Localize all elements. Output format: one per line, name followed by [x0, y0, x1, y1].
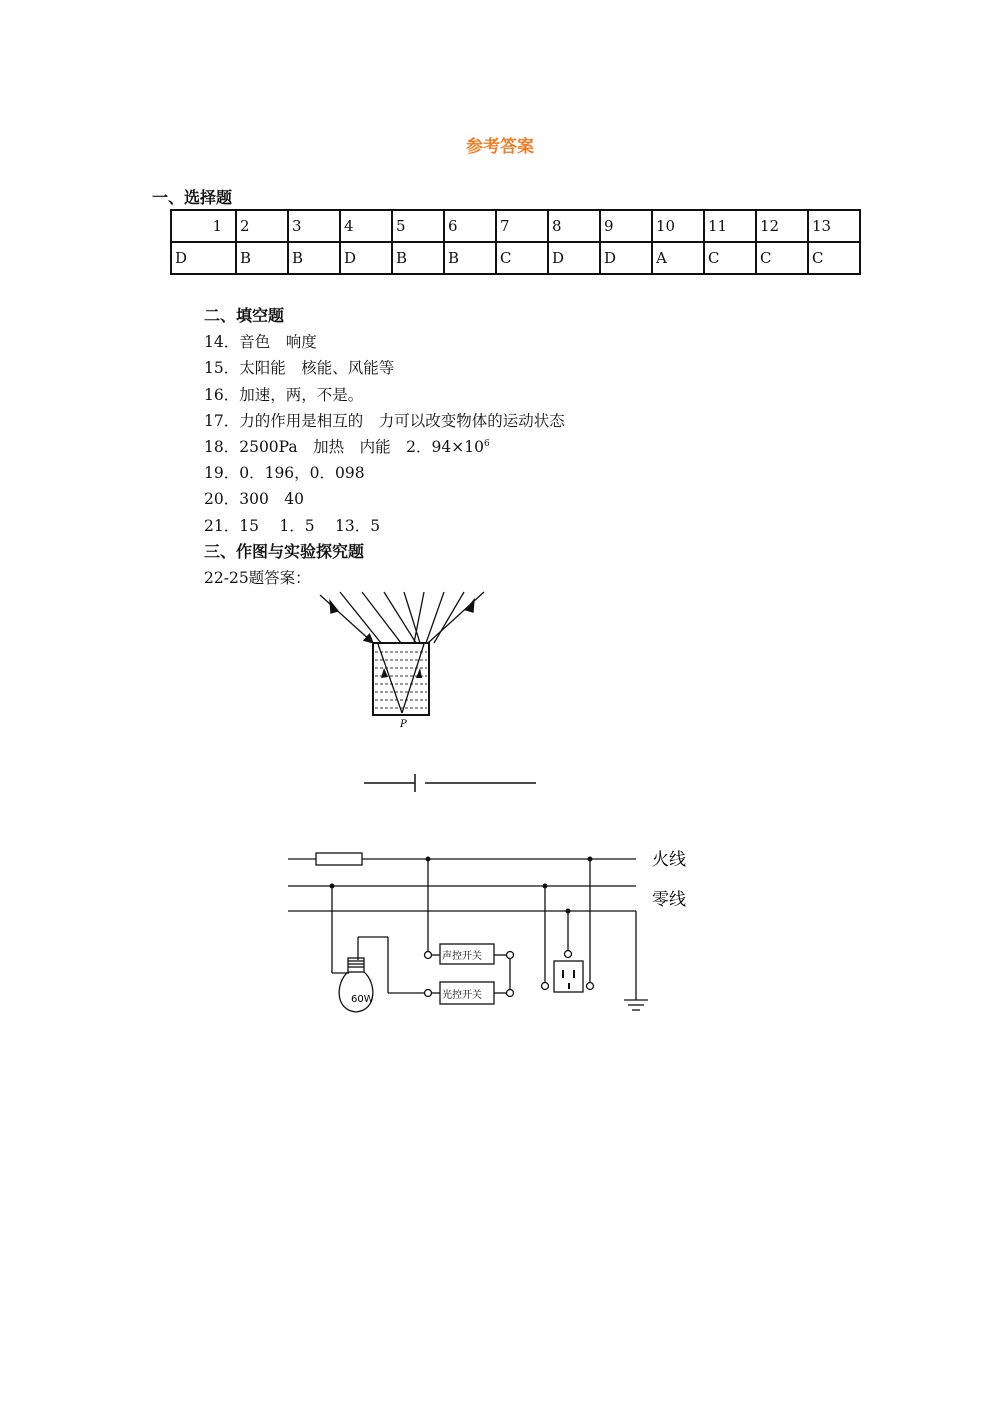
answer-cell: A — [652, 242, 704, 274]
section-heading-experiment: 三、作图与实验探究题 — [204, 541, 365, 561]
answer-cell: B — [444, 242, 496, 274]
question-number: 6 — [444, 210, 496, 242]
incident-ray-right — [428, 592, 484, 643]
household-circuit — [288, 853, 648, 1012]
bulb-label: 60W — [351, 994, 374, 1005]
answer-cell: B — [288, 242, 340, 274]
question-number: 2 — [236, 210, 288, 242]
incident-rays — [320, 592, 484, 643]
fuse — [316, 853, 362, 865]
question-number: 3 — [288, 210, 340, 242]
line-segment-figure — [364, 774, 536, 792]
fill-answer-19: 19．0．196，0．098 — [204, 464, 365, 483]
light-switch-label: 光控开关 — [442, 990, 482, 1001]
incident-ray-left — [320, 595, 372, 642]
junction-dots — [330, 857, 593, 914]
sound-switch-label: 声控开关 — [442, 951, 482, 962]
section3-intro: 22-25题答案： — [204, 568, 311, 587]
fill-answer-20: 20．300 40 — [204, 490, 305, 509]
fill-answer-16: 16．加速，两，不是。 — [204, 385, 364, 404]
answer-cell: C — [496, 242, 548, 274]
answer-cell: D — [171, 242, 236, 274]
answer-cell: D — [548, 242, 600, 274]
question-number: 1 — [171, 210, 236, 242]
neutral-wire-label: 零线 — [652, 890, 686, 910]
section-heading-choice: 一、选择题 — [152, 188, 233, 207]
page-title: 参考答案 — [466, 137, 534, 157]
answer-cell: D — [600, 242, 652, 274]
question-number: 4 — [340, 210, 392, 242]
question-number: 10 — [652, 210, 704, 242]
answer-cell: B — [236, 242, 288, 274]
fill-answer-15: 15．太阳能 核能、风能等 — [204, 359, 395, 378]
answer-cell: C — [808, 242, 860, 274]
question-number: 8 — [548, 210, 600, 242]
fill-answer-21: 21．15 1．5 13．5 — [204, 516, 381, 535]
water-container — [373, 643, 429, 715]
question-number: 12 — [756, 210, 808, 242]
fill-answer-17: 17．力的作用是相互的 力可以改变物体的运动状态 — [204, 411, 565, 430]
answer-cell: B — [392, 242, 444, 274]
question-number: 9 — [600, 210, 652, 242]
live-wire-label: 火线 — [652, 850, 686, 870]
question-number: 7 — [496, 210, 548, 242]
question-number: 11 — [704, 210, 756, 242]
exponent: 6 — [483, 438, 490, 449]
question-number: 5 — [392, 210, 444, 242]
fill-answer-18-text: 18．2500Pa 加热 内能 2．94×10 — [204, 437, 484, 456]
answer-cell: D — [340, 242, 392, 274]
answer-cell: C — [704, 242, 756, 274]
fill-answer-14: 14．音色 响度 — [204, 333, 317, 352]
question-number: 13 — [808, 210, 860, 242]
answer-cell: C — [756, 242, 808, 274]
section-heading-fill: 二、填空题 — [204, 306, 285, 325]
point-label: P — [400, 719, 407, 730]
